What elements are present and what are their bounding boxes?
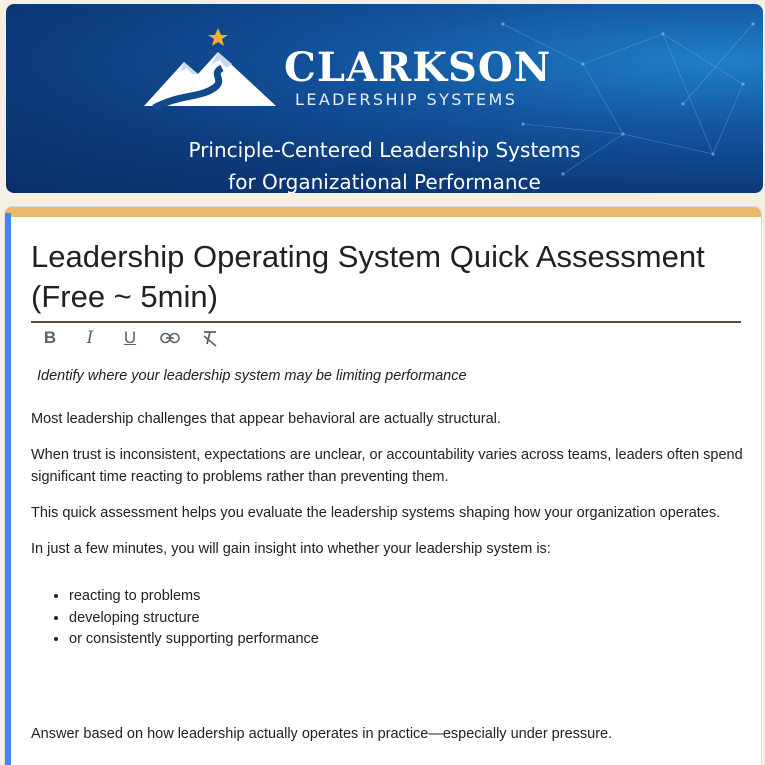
description-closing: Answer based on how leadership actually operates in practice—especially under pressure. [31,725,613,742]
description-paragraph: In just a few minutes, you will gain insight into whether your leadership system is: [31,541,551,557]
card-accent-bar [5,207,761,217]
format-toolbar [37,325,223,351]
list-item: • reacting to problems [69,586,746,608]
list-item: • or consistently supporting performance [69,629,746,651]
italic-button[interactable] [77,325,103,351]
clear-format-icon [201,329,219,347]
brand-subtitle: LEADERSHIP SYSTEMS [295,90,518,109]
clear-formatting-button[interactable] [197,325,223,351]
description-paragraph: This quick assessment helps you evaluate the leadership systems shaping how your organization operates. [31,505,721,521]
card-focus-indicator [5,213,11,765]
tagline-line-1: Principle-Centered Leadership Systems [188,138,581,162]
underline-button[interactable] [117,325,143,351]
form-header-card [4,206,762,765]
brand-name: CLARKSON [284,44,552,91]
description-paragraph: When trust is inconsistent, expectations are unclear, or accountability varies across teams, leaders often spend significant time reacting to problems rather than preventing them. [31,447,743,485]
bullet-list [69,586,746,651]
italic-icon: I [86,328,94,348]
header-banner [6,4,763,193]
mountain-logo-icon [140,28,280,112]
bold-button[interactable] [37,325,63,351]
description-paragraph: Most leadership challenges that appear behavioral are actually structural. [31,411,501,427]
insert-link-button[interactable] [157,325,183,351]
link-icon [160,332,180,344]
underline-icon: U [123,328,137,347]
form-description[interactable] [31,365,746,759]
bold-icon: B [43,328,57,347]
list-item: • developing structure [69,608,746,630]
form-title-input[interactable]: Leadership Operating System Quick Assessment (Free ~ 5min) [31,237,741,323]
tagline-line-2: for Organizational Performance [228,170,541,193]
description-lead: Identify where your leadership system may be limiting performance [37,368,467,384]
banner-tagline [6,134,763,193]
